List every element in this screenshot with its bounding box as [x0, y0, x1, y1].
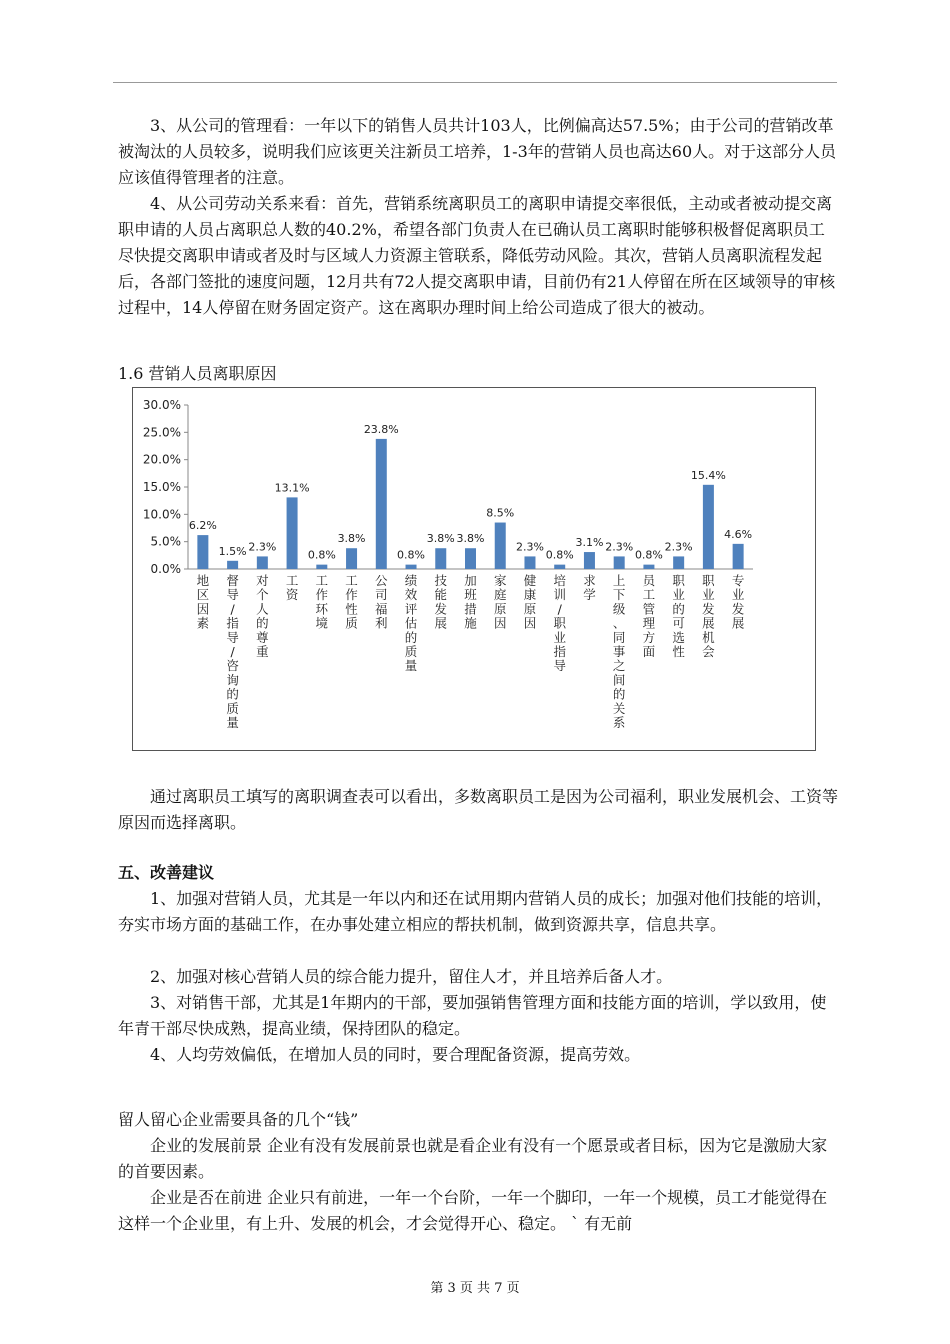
retention-para-2: 企业是否在前进 企业只有前进，一年一个台阶，一年一个脚印，一年一个规模，员工才能觉得在这样一个企业里，有上升、发展的机会，才会觉得开心、稳定。 ` 有无前	[118, 1188, 828, 1233]
suggestion-3: 3、对销售干部，尤其是1年期内的干部，要加强销售管理方面和技能方面的培训，学以致用，使年青干部尽快成熟，提高业绩，保持团队的稳定。	[118, 993, 827, 1038]
data-label: 2.3%	[248, 540, 277, 554]
bar	[257, 556, 268, 569]
data-label: 0.8%	[307, 548, 336, 562]
x-tick-label: 工作性质	[345, 573, 358, 631]
data-label: 23.8%	[363, 422, 399, 436]
data-label: 4.6%	[724, 527, 753, 541]
page-footer: 第 3 页 共 7 页	[430, 1281, 520, 1296]
bar	[643, 565, 654, 569]
retention-title: 留人留心企业需要具备的几个“钱”	[118, 1110, 359, 1129]
y-tick-label: 10.0%	[142, 507, 181, 522]
y-tick-label: 0.0%	[150, 562, 181, 576]
x-tick-label: 加班措施	[464, 573, 477, 631]
data-label: 3.8%	[337, 532, 366, 546]
x-tick-label: 工作环境	[315, 573, 329, 631]
chart-frame	[132, 387, 816, 751]
section-caption: 1.6 营销人员离职原因	[118, 364, 277, 383]
data-label: 8.5%	[486, 506, 515, 520]
bar	[703, 485, 714, 569]
y-tick-label: 30.0%	[142, 398, 181, 412]
retention-para-1: 企业的发展前景 企业有没有发展前景也就是看企业有没有一个愿景或者目标，因为它是激励大家的首要因素。	[118, 1136, 828, 1181]
y-tick-label: 20.0%	[142, 452, 181, 467]
header-rule	[113, 82, 837, 83]
x-tick-label: 对个人的尊重	[256, 573, 269, 659]
data-label: 2.3%	[605, 540, 634, 554]
suggestion-4: 4、人均劳效偏低，在增加人员的同时，要合理配备资源，提高劳效。	[150, 1045, 641, 1064]
data-label: 3.1%	[575, 536, 604, 550]
suggestion-1: 1、加强对营销人员，尤其是一年以内和还在试用期内营销人员的成长；加强对他们技能的培训，夯实市场方面的基础工作，在办事处建立相应的帮扶机制，做到资源共享，信息共享。	[118, 889, 833, 934]
y-tick-label: 15.0%	[142, 480, 181, 494]
x-tick-label: 健康原因	[523, 573, 537, 631]
bar	[584, 552, 595, 569]
data-label: 6.2%	[188, 519, 217, 533]
bar	[733, 544, 744, 569]
section5-heading: 五、改善建议	[118, 863, 215, 882]
bar	[316, 565, 327, 569]
y-tick-label: 25.0%	[142, 425, 181, 440]
x-tick-label: 职业发展机会	[702, 573, 715, 659]
x-tick-label: 求学	[583, 573, 596, 603]
paragraph-conclusion: 通过离职员工填写的离职调查表可以看出，多数离职员工是因为公司福利，职业发展机会、工资等原因而选择离职。	[118, 787, 839, 832]
x-tick-label: 督导/指导/咨询的质量	[226, 573, 239, 730]
x-tick-label: 专业发展	[731, 573, 745, 631]
bar	[346, 548, 357, 569]
x-tick-label: 上下级、同事之间的关系	[612, 573, 626, 730]
data-label: 1.5%	[218, 544, 247, 558]
data-label: 0.8%	[634, 548, 663, 562]
x-tick-label: 员工管理方面	[642, 573, 656, 659]
data-label: 2.3%	[664, 540, 693, 554]
bar	[465, 548, 476, 569]
data-label: 3.8%	[456, 532, 485, 546]
data-label: 0.8%	[545, 548, 574, 562]
x-tick-label: 工资	[285, 573, 299, 603]
x-tick-label: 绩效评估的质量	[404, 573, 418, 674]
data-label: 15.4%	[690, 468, 726, 482]
data-label: 0.8%	[397, 548, 426, 562]
bar	[435, 548, 446, 569]
x-tick-label: 职业的可选性	[672, 573, 685, 659]
bar	[524, 556, 535, 569]
x-tick-label: 家庭原因	[493, 573, 507, 631]
bar	[227, 561, 238, 569]
bar	[554, 565, 565, 569]
x-tick-label: 地区因素	[196, 573, 210, 631]
x-tick-label: 技能发展	[434, 573, 448, 631]
x-tick-label: 公司福利	[375, 573, 388, 631]
bar	[673, 556, 684, 569]
y-tick-label: 5.0%	[150, 534, 181, 549]
data-label: 2.3%	[515, 540, 544, 554]
paragraph-labor-relations: 4、从公司劳动关系来看：首先，营销系统离职员工的离职申请提交率很低，主动或者被动提交离职申请的人员占离职总人数的40.2%，希望各部门负责人在已确认员工离职时能够积极督促离职员工尽快提交离职申请或者及时与区域人力资源主管联系，降低劳动风险。其次，营销人员离职流程发起后，各部门签批的速度问题，12月共有72人提交离职申请，目前仍有21人停留在所在区域领导的审核过程中，14人停留在财务固定资产。这在离职办理时间上给公司造成了很大的被动。	[118, 194, 836, 317]
bar	[406, 565, 417, 569]
data-label: 3.8%	[426, 532, 455, 546]
bar	[614, 556, 625, 569]
data-label: 13.1%	[274, 481, 310, 495]
resignation-reasons-chart	[133, 388, 815, 750]
bar	[287, 497, 298, 569]
x-tick-label: 培训/职业指导	[553, 573, 566, 674]
bar	[197, 535, 208, 569]
bar	[495, 523, 506, 569]
suggestion-2: 2、加强对核心营销人员的综合能力提升，留住人才，并且培养后备人才。	[150, 967, 673, 986]
paragraph-management: 3、从公司的管理看：一年以下的销售人员共计103人，比例偏高达57.5%；由于公司的营销改革被淘汰的人员较多，说明我们应该更关注新员工培养，1-3年的营销人员也高达60人。对于这部分人员应该值得管理者的注意。	[118, 116, 837, 187]
bar	[376, 439, 387, 569]
